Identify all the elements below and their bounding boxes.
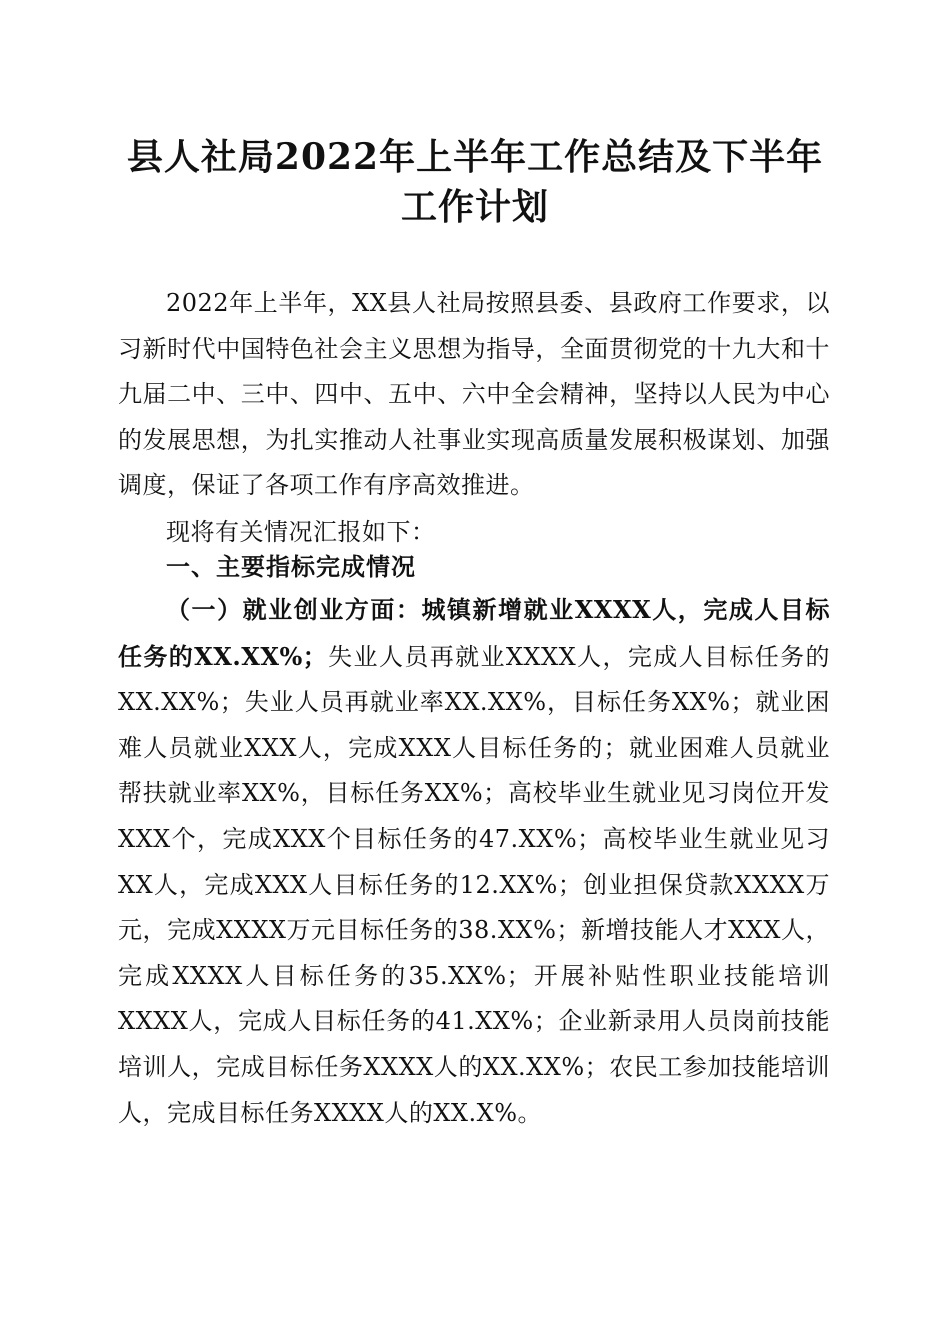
subsection-lead: （一）就业创业方面：城镇新增就业XXXX人，完成人目标任务的XX.XX%； — [118, 595, 830, 671]
subsection-paragraph — [118, 587, 830, 1136]
intro-paragraph: 2022年上半年，XX县人社局按照县委、县政府工作要求，以习新时代中国特色社会主义思想为指导，全面贯彻党的十九大和十九届二中、三中、四中、五中、六中全会精神，坚持以人民为中心的发展思想，为扎实推动人社事业实现高质量发展积极谋划、加强调度，保证了各项工作有序高效推进。 — [118, 289, 830, 500]
document-title: 县人社局2022年上半年工作总结及下半年工作计划 — [126, 136, 824, 228]
section-heading: 一、主要指标完成情况 — [166, 553, 416, 581]
report-line: 现将有关情况汇报如下： — [166, 518, 436, 546]
subsection-body: 失业人员再就业XXXX人，完成人目标任务的XX.XX%；失业人员再就业率XX.XX%，目标任务XX%；就业困难人员就业XXX人，完成XXX人目标任务的；就业困难人员就业帮扶就业率XX%，目标任务XX%；高校毕业生就业见习岗位开发XXX个，完成XXX个目标任务的47.XX%；高校毕业生就业见习XX人，完成XXX人目标任务的12.XX%；创业担保贷款XXXX万元，完成XXXX万元目标任务的38.XX%；新增技能人才XXX人，完成XXXX人目标任务的35.XX%；开展补贴性职业技能培训XXXX人，完成人目标任务的41.XX%；企业新录用人员岗前技能培训人，完成目标任务XXXX人的XX.XX%；农民工参加技能培训人，完成目标任务XXXX人的XX.X%。 — [118, 642, 830, 1127]
